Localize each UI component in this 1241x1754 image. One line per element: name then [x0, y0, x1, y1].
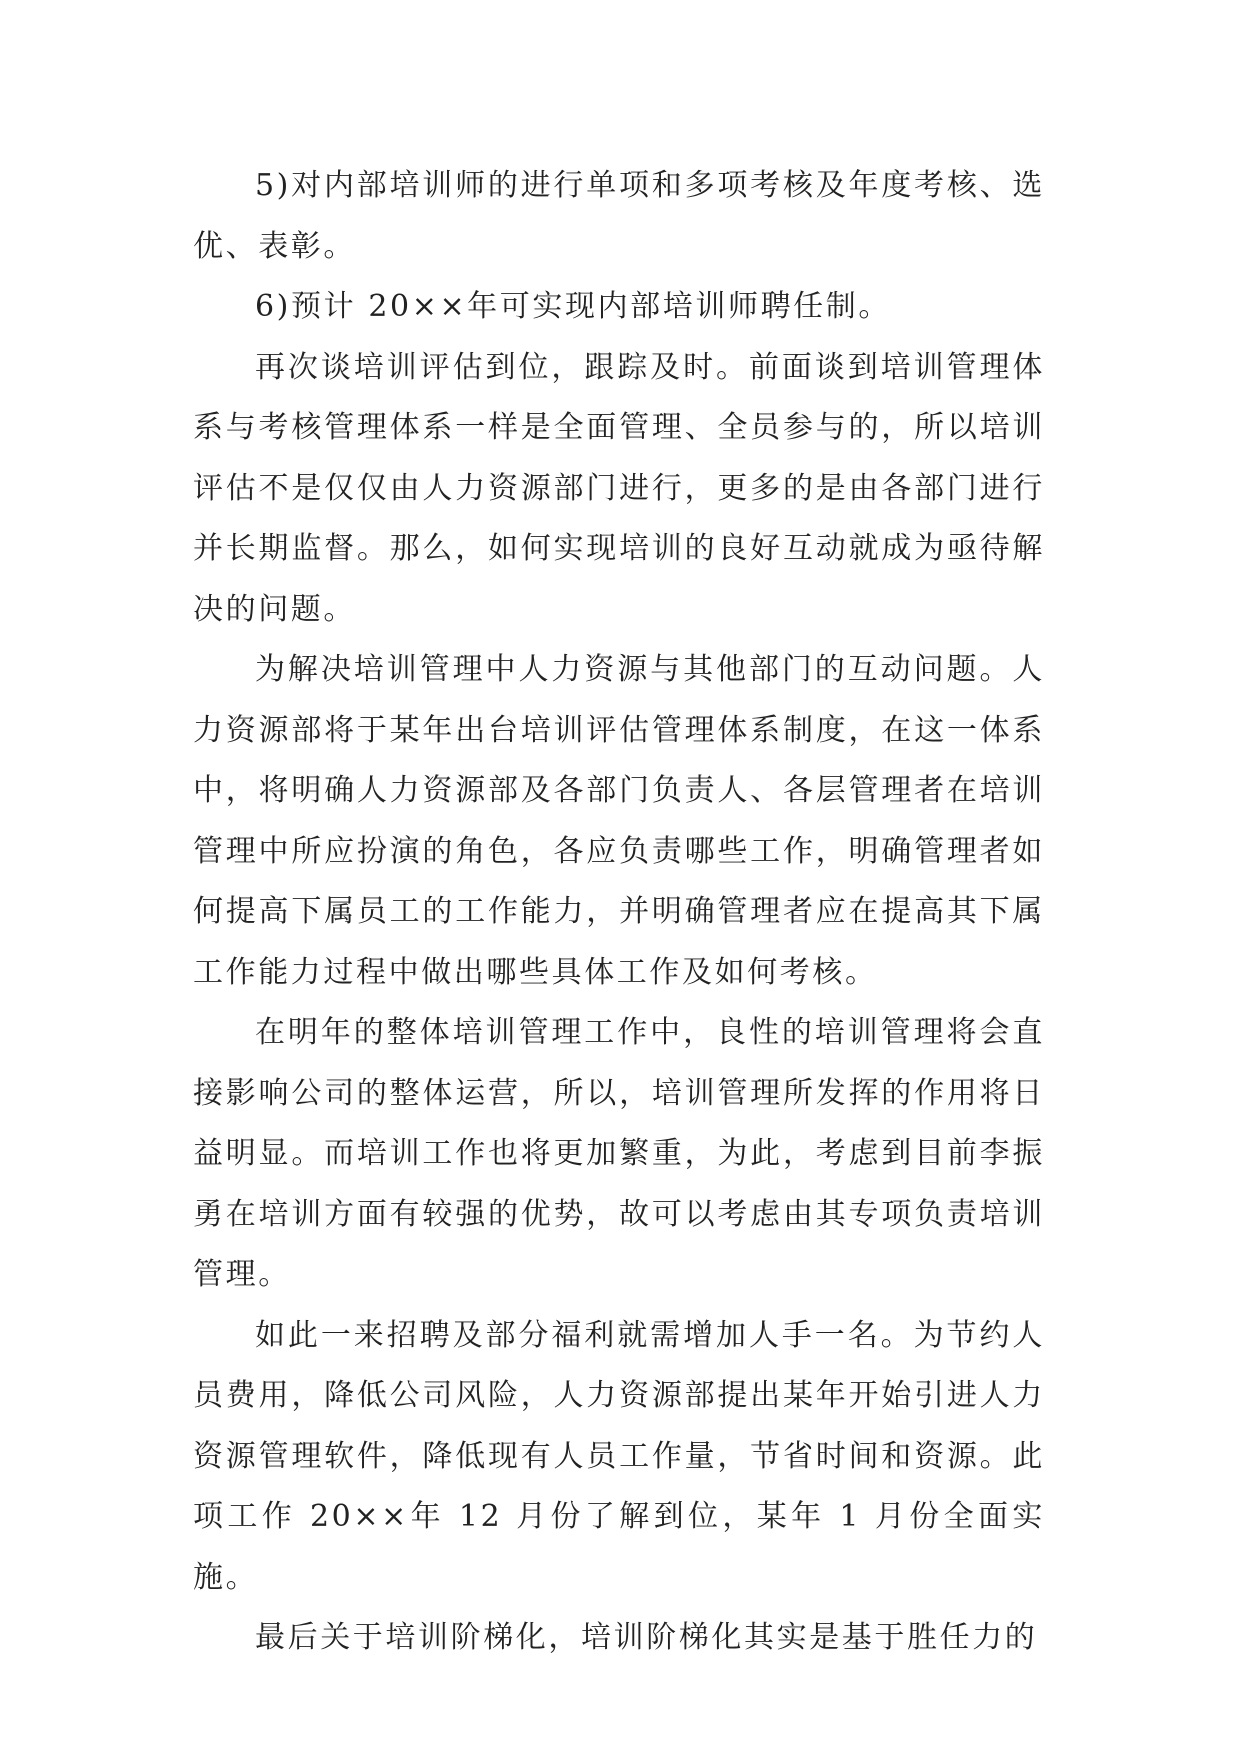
paragraph-hr-software: 如此一来招聘及部分福利就需增加人手一名。为节约人员费用，降低公司风险，人力资源部提出某年开始引进人力资源管理软件，降低现有人员工作量，节省时间和资源。此项工作 20××年 12 月份了解到位，某年 1 月份全面实施。 [193, 1317, 1045, 1595]
paragraph-training-ladder: 最后关于培训阶梯化，培训阶梯化其实是基于胜任力的 [255, 1620, 1038, 1655]
paragraph-next-year-management: 在明年的整体培训管理工作中，良性的培训管理将会直接影响公司的整体运营，所以，培训管理所发挥的作用将日益明显。而培训工作也将更加繁重，为此，考虑到目前李振勇在培训方面有较强的优势，故可以考虑由其专项负责培训管理。 [193, 1015, 1045, 1292]
paragraph-item-6: 6)预计 20××年可实现内部培训师聘任制。 [255, 289, 891, 324]
paragraph-item-5: 5)对内部培训师的进行单项和多项考核及年度考核、选优、表彰。 [193, 168, 1045, 264]
paragraph-hr-interaction: 为解决培训管理中人力资源与其他部门的互动问题。人力资源部将于某年出台培训评估管理体系制度，在这一体系中，将明确人力资源部及各部门负责人、各层管理者在培训管理中所应扮演的角色，各应负责哪些工作，明确管理者如何提高下属员工的工作能力，并明确管理者应在提高其下属工作能力过程中做出哪些具体工作及如何考核。 [193, 652, 1045, 990]
paragraph-training-evaluation: 再次谈培训评估到位，跟踪及时。前面谈到培训管理体系与考核管理体系一样是全面管理、全员参与的，所以培训评估不是仅仅由人力资源部门进行，更多的是由各部门进行并长期监督。那么，如何实现培训的良好互动就成为亟待解决的问题。 [193, 349, 1045, 627]
document-body [193, 156, 1045, 1669]
